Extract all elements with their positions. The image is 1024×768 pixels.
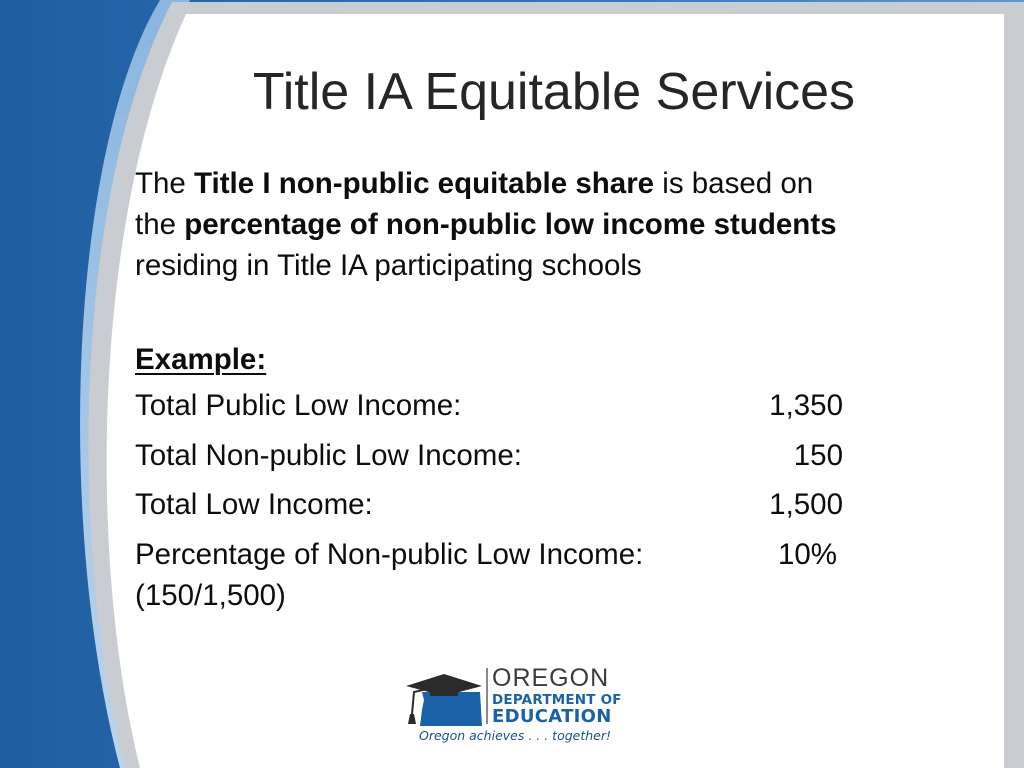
example-row-value: 1,350 [769, 389, 843, 422]
intro-line-2 [135, 204, 975, 245]
example-calculation: (150/1,500) [135, 579, 286, 612]
example-row-value: 10% [777, 537, 837, 571]
example-row-value: 150 [793, 438, 843, 472]
intro-text: residing in Title IA participating schools [135, 249, 642, 282]
intro-bold-share: Title I non-public equitable share [194, 167, 655, 200]
graduation-cap-oregon-icon [400, 670, 488, 730]
oregon-education-logo [400, 662, 622, 748]
example-heading: Example: [135, 343, 267, 376]
example-row-label: Total Low Income: [135, 488, 373, 521]
example-row-label: Total Public Low Income: [135, 389, 462, 422]
intro-paragraph [135, 163, 975, 286]
intro-text: is based on [654, 167, 814, 200]
logo-education-text: EDUCATION [492, 706, 612, 727]
intro-line-3 [135, 245, 975, 286]
example-row-label: Percentage of Non-public Low Income: [135, 537, 644, 571]
intro-text: the [135, 208, 185, 241]
example-row-total [135, 485, 955, 535]
example-row-label: Total Non-public Low Income: [135, 438, 522, 472]
intro-text: The [135, 167, 195, 200]
slide-title: Title IA Equitable Services [252, 63, 856, 121]
logo-tagline: Oregon achieves . . . together! [419, 728, 612, 743]
example-section [135, 340, 955, 616]
example-row-value: 1,500 [769, 488, 843, 521]
logo-department-text: DEPARTMENT OF [492, 692, 622, 708]
logo-oregon-text: OREGON [492, 664, 610, 692]
logo-divider [486, 668, 488, 724]
example-row-nonpublic [135, 436, 955, 486]
intro-bold-percentage: percentage of non-public low income students [184, 208, 837, 241]
example-row-percentage [135, 535, 955, 585]
example-row-public [135, 386, 955, 436]
intro-line-1 [135, 163, 975, 204]
